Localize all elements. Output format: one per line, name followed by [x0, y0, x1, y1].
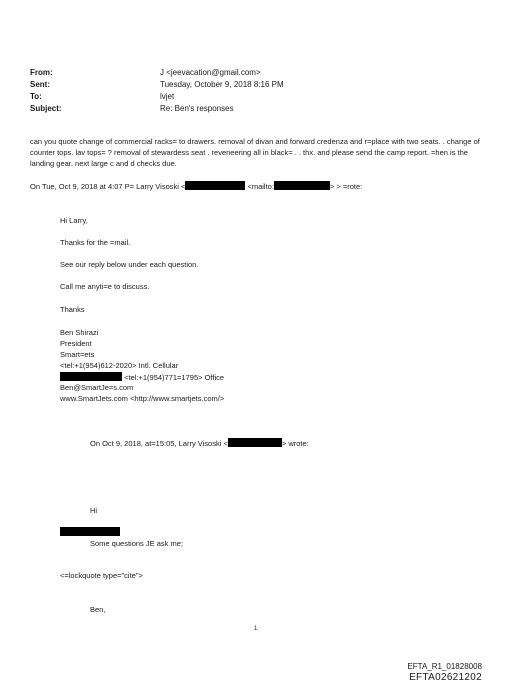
blockquote-tag: <=lockquote type="cite">: [60, 571, 143, 580]
footer-id-2: EFTA02621202: [409, 672, 482, 683]
greeting: Hi Larry,: [60, 216, 88, 225]
call-line: Call me anyti=e to discuss.: [60, 282, 150, 291]
redaction-block: [274, 181, 330, 190]
signature-web: www.SmartJets.com <http://www.smartjets.com/>: [60, 394, 225, 403]
page-number: 1: [254, 626, 258, 632]
redaction-block: [60, 372, 122, 381]
quote2-prefix: On Oct 9, 2018, at=15:05, Larry Visoski <: [90, 439, 228, 448]
nested-hi: Hi: [90, 506, 98, 515]
signature-tel-office-line: [60, 372, 224, 382]
body-paragraph: can you quote change of commercial racks= to drawers. removal of divan and forward credenza and r=place with two seats. . change of counter tops. lav tops= ? removal of stewardess seat . reveneering all in black= . . thx. and please send the camp report. =hen is the landing gear. next large c and d checks due.: [30, 137, 480, 168]
quote1-prefix: On Tue, Oct 9, 2018 at 4:07 P= Larry Visoski <: [30, 182, 186, 191]
from-label: From:: [30, 68, 53, 77]
signature-title: President: [60, 339, 92, 348]
signature-tel-intl: <tel:+1(954)612-2020> Intl. Cellular: [60, 361, 179, 370]
from-value: J <jeevacation@gmail.com>: [160, 68, 261, 77]
quote1-mailto: <mailto:: [247, 182, 274, 191]
quote-line-2: [90, 438, 309, 448]
redaction-block: [60, 527, 120, 536]
quote1-suffix: > > =rote:: [329, 182, 363, 191]
subject-label: Subject:: [30, 104, 62, 113]
thanks-text: Thanks: [60, 305, 85, 314]
signature-email: Ben@SmartJe=s.com: [60, 383, 134, 392]
nested-ben: Ben,: [90, 605, 106, 614]
signature-company: Smart=ets: [60, 350, 95, 359]
redaction-block: [228, 438, 282, 447]
subject-value: Re: Ben's responses: [160, 104, 234, 113]
signature-name: Ben Shirazi: [60, 328, 99, 337]
to-label: To:: [30, 92, 42, 101]
reply-line: See our reply below under each question.: [60, 260, 199, 269]
thanks-line: Thanks for the =mail.: [60, 238, 131, 247]
sent-label: Sent:: [30, 80, 50, 89]
nested-questions-line: Some questions JE ask me;: [90, 539, 183, 548]
footer-id-1: EFTA_R1_01828008: [407, 662, 482, 671]
signature-tel-office: <tel:+1(954)771=1795> Office: [124, 373, 225, 382]
sent-value: Tuesday, October 9, 2018 8:16 PM: [160, 80, 284, 89]
redaction-block: [185, 181, 245, 190]
quote2-suffix: > wrote:: [281, 439, 309, 448]
to-value: lvjet: [160, 92, 175, 101]
quote-line-1: [30, 181, 362, 191]
